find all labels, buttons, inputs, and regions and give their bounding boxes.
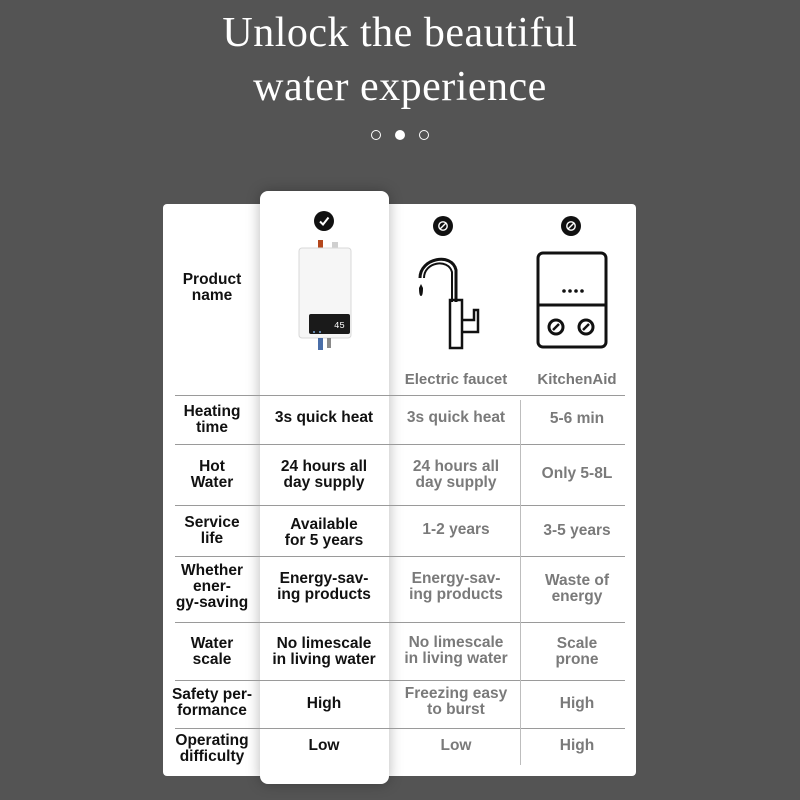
cell-kitchen-safety-performance: High xyxy=(559,695,595,712)
cell-kitchen-operating-difficulty: High xyxy=(559,737,595,754)
cell-kitchen-water-scale: Scale prone xyxy=(555,634,599,668)
cell-product-water-scale: No limescale in living water xyxy=(272,634,376,668)
cell-faucet-service-life: 1-2 years xyxy=(422,521,490,538)
cell-product-heating-time: 3s quick heat xyxy=(274,409,374,426)
title-line-2: water experience xyxy=(253,64,547,110)
column-name-faucet: Electric faucet xyxy=(404,371,508,388)
row-label-energy-saving: Whether ener- gy-saving xyxy=(175,562,249,611)
cell-product-energy-saving: Energy-sav- ing products xyxy=(277,570,371,603)
cell-product-service-life: Available for 5 years xyxy=(284,516,364,549)
row-label-product-name: Product name xyxy=(182,271,242,304)
cell-kitchen-energy-saving: Waste of energy xyxy=(544,572,609,605)
cell-product-safety-performance: High xyxy=(306,695,342,712)
cell-kitchen-hot-water: Only 5-8L xyxy=(541,465,613,482)
cell-faucet-energy-saving: Energy-sav- ing products xyxy=(409,570,503,603)
cell-product-hot-water: 24 hours all day supply xyxy=(280,458,368,491)
faucet-icon xyxy=(410,250,490,350)
prohibited-circle-icon xyxy=(561,216,581,236)
row-label-operating-difficulty: Operating difficulty xyxy=(175,732,249,765)
cell-kitchen-service-life: 3-5 years xyxy=(543,522,611,539)
cell-kitchen-heating-time: 5-6 min xyxy=(549,410,605,427)
cell-faucet-heating-time: 3s quick heat xyxy=(406,409,506,426)
water-heater-product-image xyxy=(296,240,354,352)
water-heater-display: 45 xyxy=(334,321,345,331)
row-label-service-life: Service life xyxy=(184,514,240,547)
row-label-hot-water: Hot Water xyxy=(190,458,234,491)
cell-faucet-operating-difficulty: Low xyxy=(440,737,472,754)
kitchen-appliance-icon xyxy=(534,251,610,349)
prohibited-circle-icon xyxy=(433,216,453,236)
title-line-1: Unlock the beautiful xyxy=(222,10,578,56)
row-label-heating-time: Heating time xyxy=(183,403,241,436)
cell-product-operating-difficulty: Low xyxy=(308,737,340,754)
cell-faucet-safety-performance: Freezing easy to burst xyxy=(404,685,508,718)
column-name-kitchen: KitchenAid xyxy=(537,371,617,388)
row-label-water-scale: Water scale xyxy=(190,634,234,668)
cell-faucet-hot-water: 24 hours all day supply xyxy=(412,458,500,491)
check-circle-icon xyxy=(314,211,334,231)
row-label-safety-performance: Safety per- formance xyxy=(171,686,253,719)
cell-faucet-water-scale: No limescale in living water xyxy=(404,633,508,667)
